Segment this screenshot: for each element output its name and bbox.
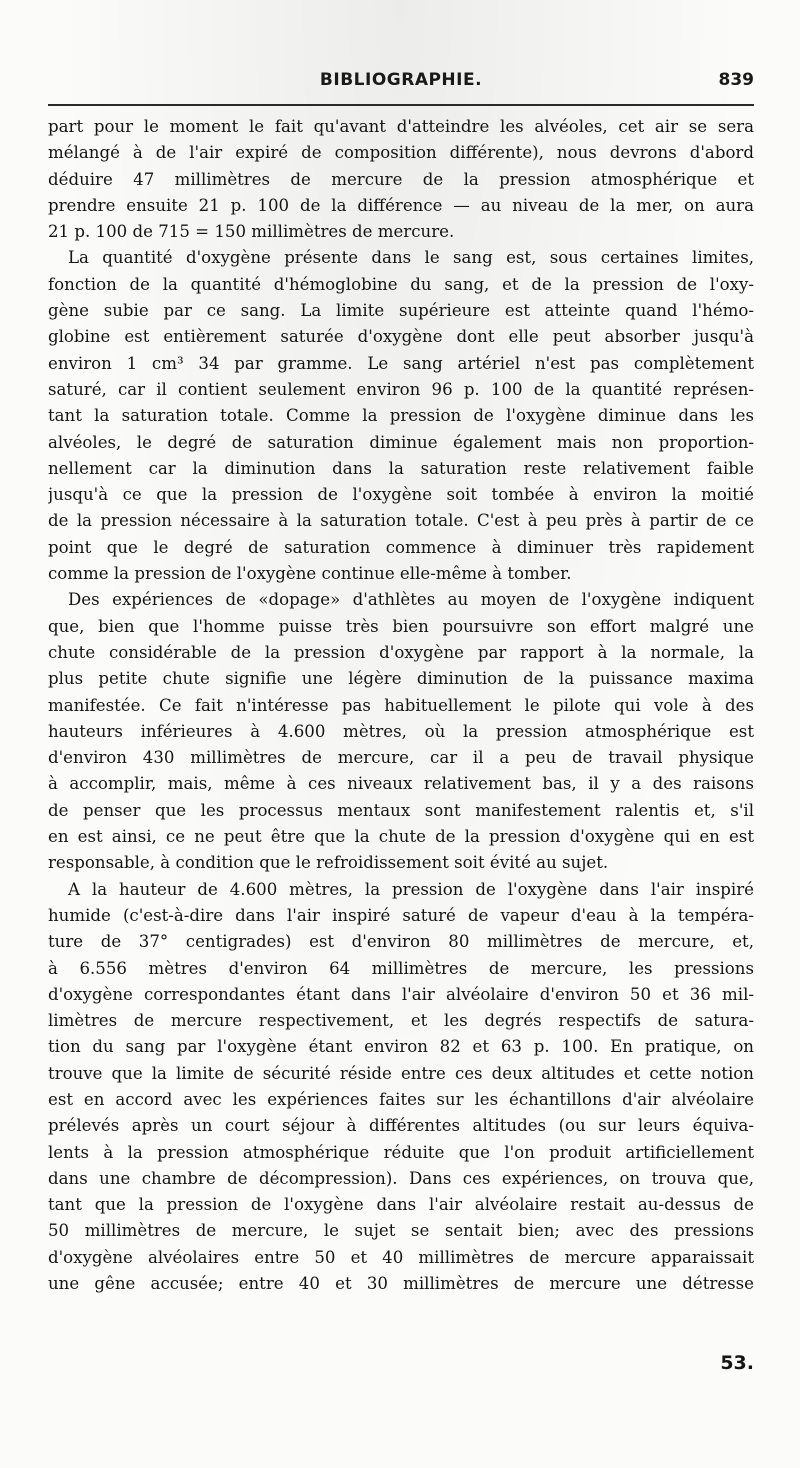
text-line: à 6.556 mètres d'environ 64 millimètres de mercure, les pressions <box>48 958 754 978</box>
text-line: nellement car la diminution dans la saturation reste relativement faible <box>48 458 754 478</box>
text-line: environ 1 cm³ 34 par gramme. Le sang artériel n'est pas complètement <box>48 353 754 373</box>
text-line: humide (c'est-à-dire dans l'air inspiré saturé de vapeur d'eau à la tempéra- <box>48 905 754 925</box>
text-line: lents à la pression atmosphérique réduite que l'on produit artificiellement <box>48 1142 754 1162</box>
text-line: 21 p. 100 de 715 = 150 millimètres de mercure. <box>48 222 455 242</box>
signature-number: 53. <box>720 1352 754 1374</box>
page-header <box>48 70 754 98</box>
text-line: prélevés après un court séjour à différentes altitudes (ou sur leurs équiva- <box>48 1116 754 1136</box>
text-line: comme la pression de l'oxygène continue elle-même à tomber. <box>48 564 572 584</box>
text-line: tion du sang par l'oxygène étant environ 82 et 63 p. 100. En pratique, on <box>48 1037 754 1057</box>
text-line: A la hauteur de 4.600 mètres, la pression de l'oxygène dans l'air inspiré <box>68 879 754 899</box>
text-line: responsable, à condition que le refroidissement soit évité au sujet. <box>48 853 609 873</box>
text-line: dans une chambre de décompression). Dans ces expériences, on trouva que, <box>48 1168 754 1188</box>
text-line: à accomplir, mais, même à ces niveaux relativement bas, il y a des raisons <box>48 774 754 794</box>
text-line: est en accord avec les expériences faites sur les échantillons d'air alvéolaire <box>48 1089 754 1109</box>
text-line: alvéoles, le degré de saturation diminue également mais non proportion- <box>48 432 754 452</box>
text-line: manifestée. Ce fait n'intéresse pas habituellement le pilote qui vole à des <box>48 695 754 715</box>
text-line: globine est entièrement saturée d'oxygène dont elle peut absorber jusqu'à <box>48 327 754 347</box>
text-line: trouve que la limite de sécurité réside entre ces deux altitudes et cette notion <box>48 1063 754 1083</box>
text-line: de la pression nécessaire à la saturation totale. C'est à peu près à partir de ce <box>48 511 754 531</box>
text-line: en est ainsi, ce ne peut être que la chute de la pression d'oxygène qui en est <box>48 827 754 847</box>
text-line: d'oxygène correspondantes étant dans l'air alvéolaire d'environ 50 et 36 mil- <box>48 984 754 1004</box>
text-line: déduire 47 millimètres de mercure de la pression atmosphérique et <box>48 169 754 189</box>
text-line: Des expériences de «dopage» d'athlètes au moyen de l'oxygène indiquent <box>68 590 754 610</box>
text-line: limètres de mercure respectivement, et les degrés respectifs de satura- <box>48 1011 754 1031</box>
text-line: point que le degré de saturation commence à diminuer très rapidement <box>48 537 754 557</box>
text-line: plus petite chute signifie une légère diminution de la puissance maxima <box>48 669 754 689</box>
text-line: mélangé à de l'air expiré de composition différente), nous devrons d'abord <box>48 143 754 163</box>
text-line: prendre ensuite 21 p. 100 de la différence — au niveau de la mer, on aura <box>48 195 754 215</box>
body-text <box>48 114 754 1297</box>
text-line: tant que la pression de l'oxygène dans l'air alvéolaire restait au-dessus de <box>48 1195 754 1215</box>
header-rule <box>48 104 754 106</box>
text-line: tant la saturation totale. Comme la pression de l'oxygène diminue dans les <box>48 406 754 426</box>
text-line: 50 millimètres de mercure, le sujet se sentait bien; avec des pressions <box>48 1221 754 1241</box>
text-line: La quantité d'oxygène présente dans le sang est, sous certaines limites, <box>68 248 754 268</box>
text-line: d'environ 430 millimètres de mercure, car il a peu de travail physique <box>48 748 754 768</box>
text-line: jusqu'à ce que la pression de l'oxygène soit tombée à environ la moitié <box>48 485 754 505</box>
text-line: chute considérable de la pression d'oxygène par rapport à la normale, la <box>48 642 754 662</box>
text-line: de penser que les processus mentaux sont manifestement ralentis et, s'il <box>48 800 754 820</box>
text-line: fonction de la quantité d'hémoglobine du sang, et de la pression de l'oxy- <box>48 274 754 294</box>
page-number: 839 <box>718 70 754 90</box>
text-line: hauteurs inférieures à 4.600 mètres, où la pression atmosphérique est <box>48 721 754 741</box>
text-line: une gêne accusée; entre 40 et 30 millimètres de mercure une détresse <box>48 1274 754 1294</box>
text-line: ture de 37° centigrades) est d'environ 80 millimètres de mercure, et, <box>48 932 754 952</box>
running-head: BIBLIOGRAPHIE. <box>319 70 483 90</box>
text-line: que, bien que l'homme puisse très bien poursuivre son effort malgré une <box>48 616 754 636</box>
text-line: d'oxygène alvéolaires entre 50 et 40 millimètres de mercure apparaissait <box>48 1247 754 1267</box>
text-line: saturé, car il contient seulement environ 96 p. 100 de la quantité représen- <box>48 379 754 399</box>
text-line: part pour le moment le fait qu'avant d'atteindre les alvéoles, cet air se sera <box>48 117 754 136</box>
text-line: gène subie par ce sang. La limite supérieure est atteinte quand l'hémo- <box>48 301 754 321</box>
